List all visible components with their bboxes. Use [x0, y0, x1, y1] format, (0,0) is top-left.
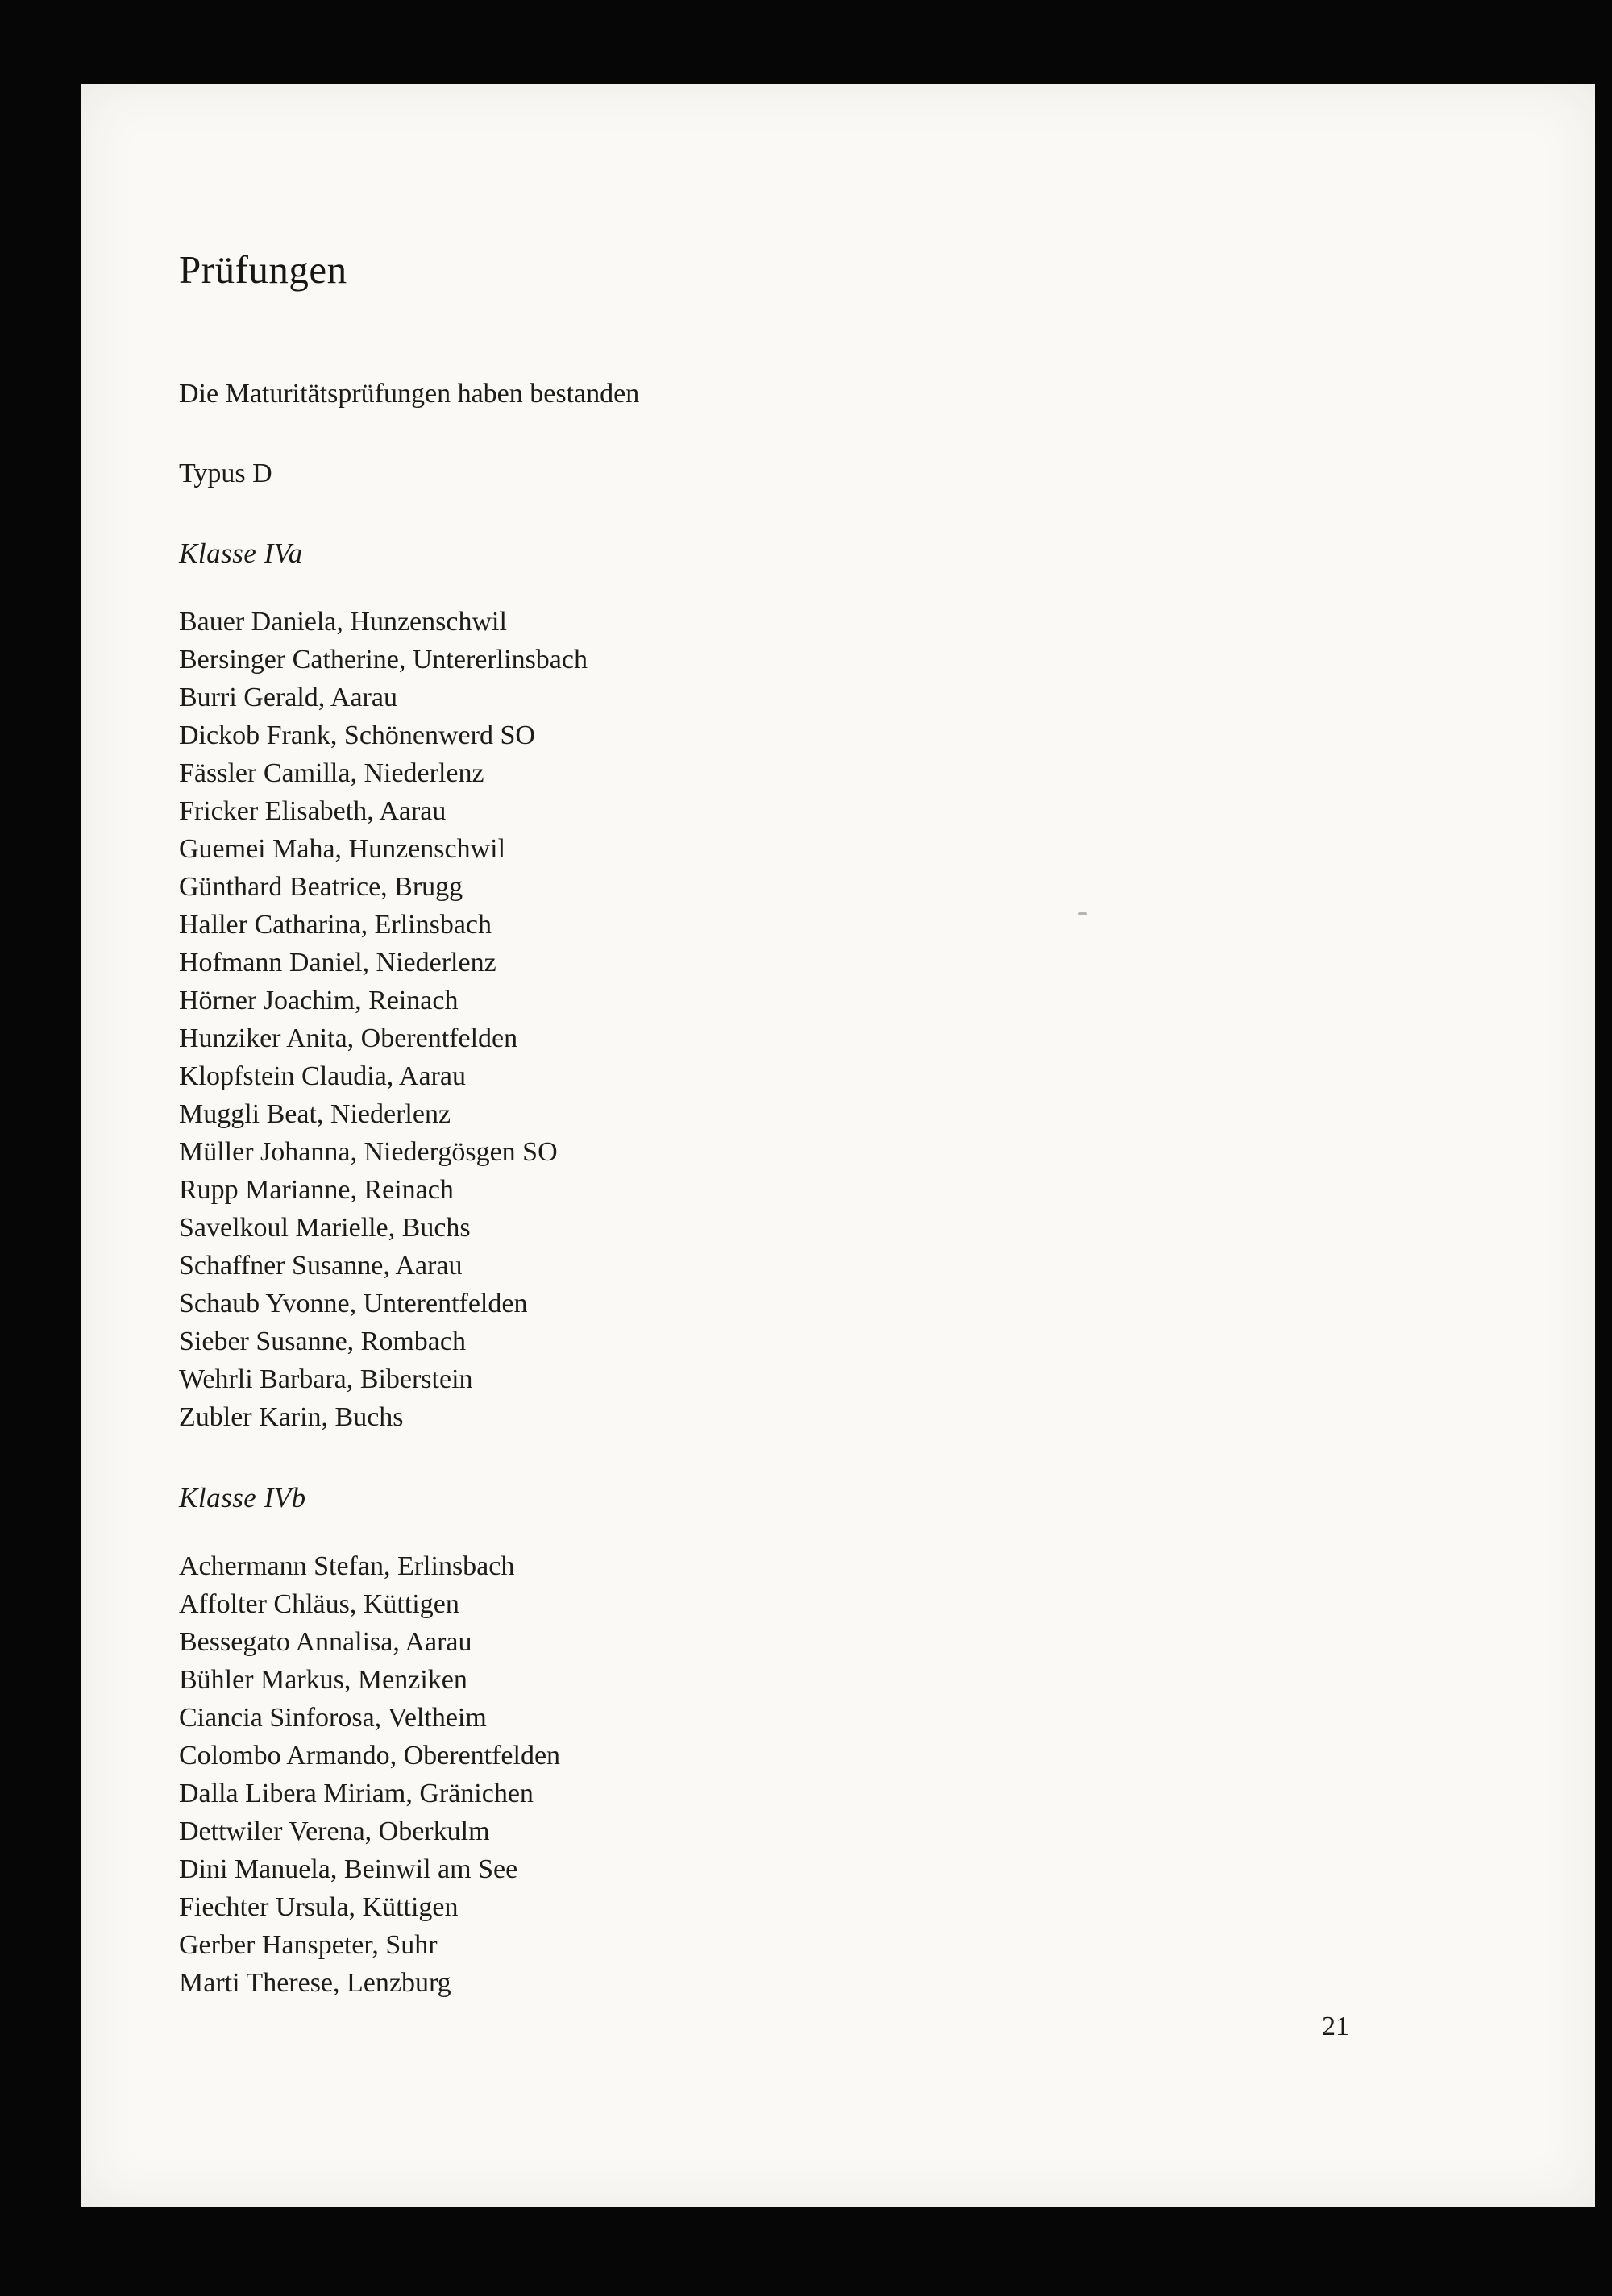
name-entry: Savelkoul Marielle, Buchs: [179, 1213, 471, 1243]
name-entry: Hofmann Daniel, Niederlenz: [179, 948, 496, 978]
section-klasse-iva: [179, 535, 1388, 1436]
name-entry: Affolter Chläus, Küttigen: [179, 1589, 459, 1619]
name-entry: Schaub Yvonne, Unterentfelden: [179, 1289, 528, 1318]
name-entry: Klopfstein Claudia, Aarau: [179, 1061, 466, 1091]
name-list-iva: [179, 603, 1388, 1436]
section-klasse-ivb: [179, 1480, 1388, 2002]
name-entry: Sieber Susanne, Rombach: [179, 1327, 466, 1356]
scan-artifact-speck: [1078, 912, 1087, 915]
name-entry: Günthard Beatrice, Brugg: [179, 872, 463, 902]
name-entry: Fiechter Ursula, Küttigen: [179, 1892, 459, 1922]
name-entry: Rupp Marianne, Reinach: [179, 1175, 454, 1205]
type-label: Typus D: [179, 459, 272, 488]
name-list-ivb: [179, 1547, 1388, 2002]
section-heading-iva: Klasse IVa: [179, 538, 303, 569]
name-entry: Wehrli Barbara, Biberstein: [179, 1364, 473, 1394]
name-entry: Guemei Maha, Hunzenschwil: [179, 834, 506, 864]
section-heading-ivb: Klasse IVb: [179, 1482, 306, 1513]
page-content: [179, 247, 1388, 2002]
name-entry: Bessegato Annalisa, Aarau: [179, 1627, 472, 1657]
name-entry: Bühler Markus, Menziken: [179, 1665, 467, 1695]
document-page: [81, 84, 1595, 2207]
name-entry: Burri Gerald, Aarau: [179, 683, 397, 712]
name-entry: Müller Johanna, Niedergösgen SO: [179, 1137, 558, 1167]
name-entry: Ciancia Sinforosa, Veltheim: [179, 1703, 487, 1733]
name-entry: Achermann Stefan, Erlinsbach: [179, 1551, 515, 1581]
name-entry: Hörner Joachim, Reinach: [179, 986, 459, 1015]
name-entry: Dickob Frank, Schönenwerd SO: [179, 720, 535, 750]
name-entry: Schaffner Susanne, Aarau: [179, 1251, 463, 1281]
name-entry: Bersinger Catherine, Untererlinsbach: [179, 645, 588, 675]
name-entry: Dini Manuela, Beinwil am See: [179, 1854, 518, 1884]
name-entry: Fricker Elisabeth, Aarau: [179, 796, 447, 826]
name-entry: Hunziker Anita, Oberentfelden: [179, 1023, 518, 1053]
name-entry: Marti Therese, Lenzburg: [179, 1968, 451, 1998]
name-entry: Fässler Camilla, Niederlenz: [179, 758, 484, 788]
name-entry: Colombo Armando, Oberentfelden: [179, 1741, 561, 1771]
name-entry: Zubler Karin, Buchs: [179, 1402, 404, 1432]
intro-text: Die Maturitätsprüfungen haben bestanden: [179, 379, 640, 409]
name-entry: Haller Catharina, Erlinsbach: [179, 910, 492, 940]
name-entry: Dalla Libera Miriam, Gränichen: [179, 1779, 534, 1808]
page-number: 21: [1322, 2012, 1349, 2041]
name-entry: Bauer Daniela, Hunzenschwil: [179, 607, 507, 637]
name-entry: Gerber Hanspeter, Suhr: [179, 1930, 438, 1960]
name-entry: Dettwiler Verena, Oberkulm: [179, 1816, 490, 1846]
page-title: Prüfungen: [179, 247, 347, 292]
name-entry: Muggli Beat, Niederlenz: [179, 1099, 451, 1129]
